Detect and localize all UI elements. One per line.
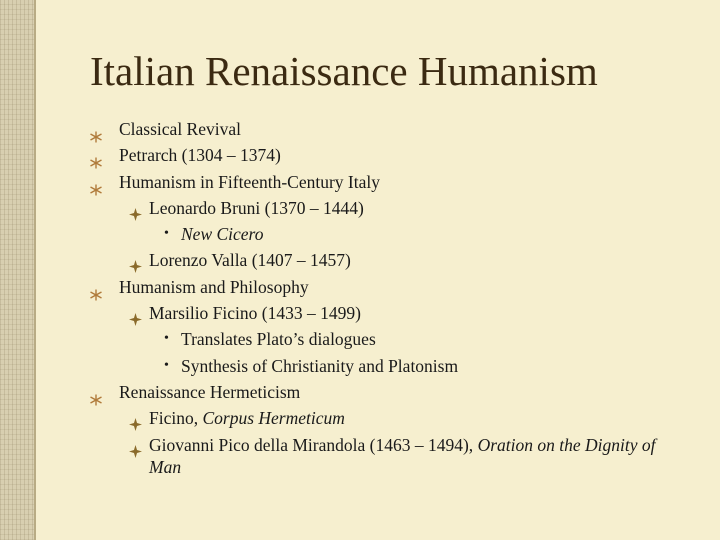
list-item <box>90 195 700 221</box>
slide-title: Italian Renaissance Humanism <box>90 48 598 94</box>
item-text-italic: Oration on the Dignity of Man <box>149 434 656 477</box>
list-item <box>90 379 700 405</box>
bullet-list <box>90 116 700 478</box>
list-item <box>90 247 700 273</box>
item-text: Lorenzo Valla (1407 – 1457) <box>149 250 351 271</box>
item-text: Humanism and Philosophy <box>119 276 309 297</box>
item-text-italic: Corpus Hermeticum <box>202 408 345 429</box>
list-item <box>90 326 700 352</box>
list-item <box>90 300 700 326</box>
list-item <box>90 353 700 379</box>
list-item <box>90 169 700 195</box>
list-item <box>90 142 700 168</box>
item-text: Petrarch (1304 – 1374) <box>119 145 281 166</box>
list-item <box>90 221 700 247</box>
dot-bullet-icon: • <box>164 226 169 242</box>
decorative-border <box>0 0 36 540</box>
item-text: Leonardo Bruni (1370 – 1444) <box>149 197 364 218</box>
item-text: Marsilio Ficino (1433 – 1499) <box>149 303 361 324</box>
item-text <box>149 432 689 478</box>
item-text: Synthesis of Christianity and Platonism <box>181 355 459 376</box>
item-text-plain: Ficino, <box>149 408 203 429</box>
dot-bullet-icon: • <box>164 357 169 373</box>
item-text: Renaissance Hermeticism <box>119 381 301 402</box>
list-item <box>90 274 700 300</box>
four-point-star-bullet-icon <box>129 439 142 465</box>
list-item <box>90 116 700 142</box>
item-text: Translates Plato’s dialogues <box>181 329 376 350</box>
list-item <box>90 432 700 478</box>
item-text: Classical Revival <box>119 119 241 139</box>
item-text: Humanism in Fifteenth-Century Italy <box>119 171 380 192</box>
item-text-plain: Giovanni Pico della Mirandola (1463 – 1494), <box>149 434 478 455</box>
dot-bullet-icon: • <box>164 331 169 347</box>
list-item <box>90 405 700 431</box>
item-text: New Cicero <box>181 224 264 245</box>
item-text <box>149 408 345 428</box>
